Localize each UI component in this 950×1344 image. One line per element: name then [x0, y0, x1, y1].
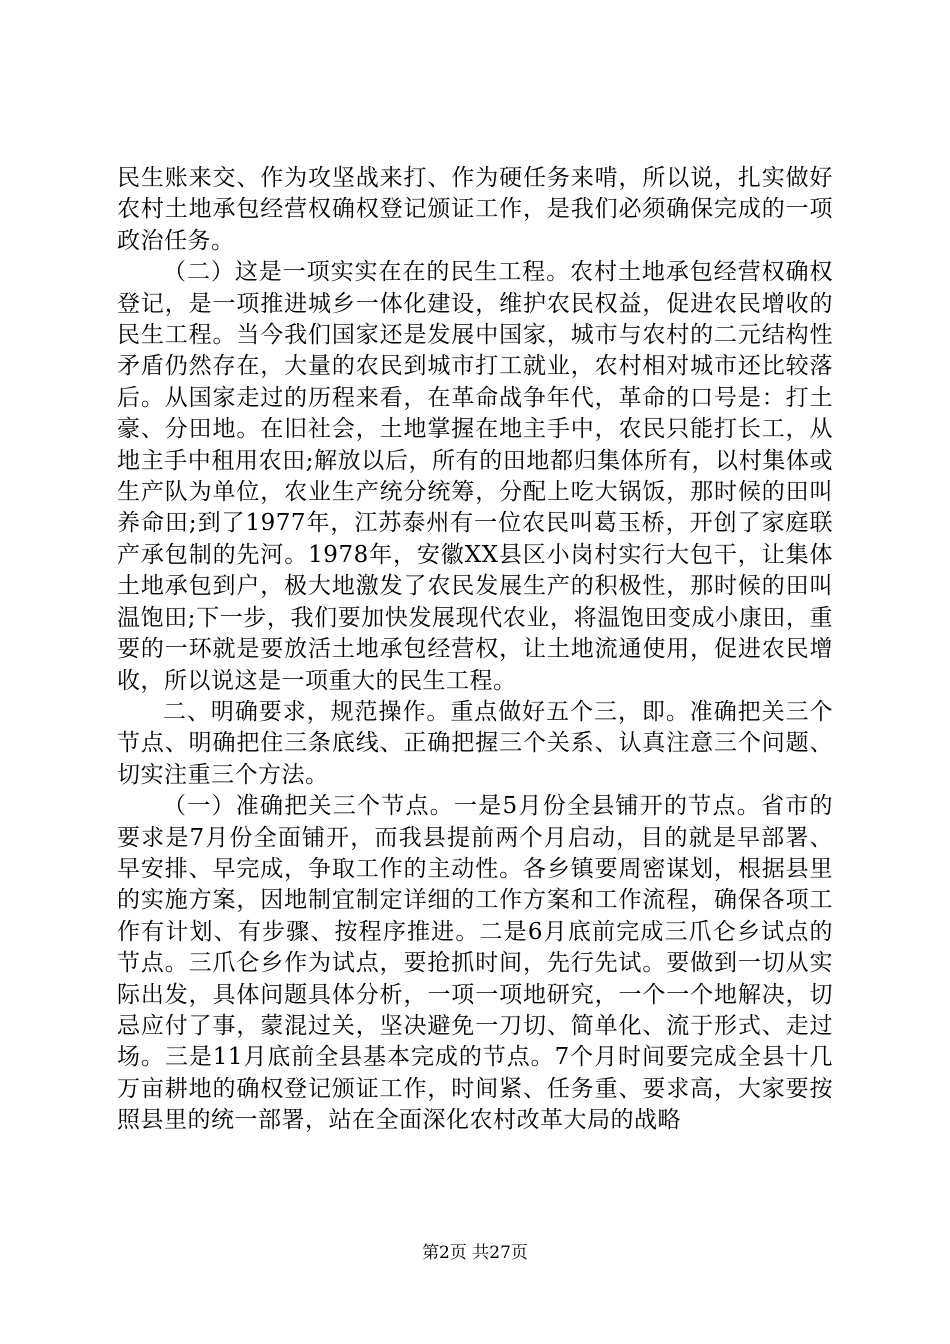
paragraph-3: 二、明确要求，规范操作。重点做好五个三，即。准确把关三个节点、明确把住三条底线、正确把握三个关系、认真注意三个问题、切实注重三个方法。 [117, 698, 833, 788]
paragraph-2: （二）这是一项实实在在的民生工程。农村土地承包经营权确权登记，是一项推进城乡一体化建设，维护农民权益，促进农民增收的民生工程。当今我们国家还是发展中国家，城市与农村的二元结构性矛盾仍然存在，大量的农民到城市打工就业，农村相对城市还比较落后。从国家走过的历程来看，在革命战争年代，革命的口号是：打土豪、分田地。在旧社会，土地掌握在地主手中，农民只能打长工，从地主手中租用农田;解放以后，所有的田地都归集体所有，以村集体或生产队为单位，农业生产统分统筹，分配上吃大锅饭，那时候的田叫养命田;到了1977年，江苏泰州有一位农民叫葛玉桥，开创了家庭联产承包制的先河。1978年，安徽XX县区小岗村实行大包干，让集体土地承包到户，极大地激发了农民发展生产的积极性，那时候的田叫温饱田;下一步，我们要加快发展现代农业，将温饱田变成小康田，重要的一环就是要放活土地承包经营权，让土地流通使用，促进农民增收，所以说这是一项重大的民生工程。 [117, 259, 833, 694]
paragraph-4: （一）准确把关三个节点。一是5月份全县铺开的节点。省市的要求是7月份全面铺开，而我县提前两个月启动，目的就是早部署、早安排、早完成，争取工作的主动性。各乡镇要周密谋划，根据县里的实施方案，因地制宜制定详细的工作方案和工作流程，确保各项工作有计划、有步骤、按程序推进。二是6月底前完成三爪仑乡试点的节点。三爪仑乡作为试点，要抢抓时间，先行先试。要做到一切从实际出发，具体问题具体分析，一项一项地研究，一个一个地解决，切忌应付了事，蒙混过关，坚决避免一刀切、简单化、流于形式、走过场。三是11月底前全县基本完成的节点。7个月时间要完成全县十几万亩耕地的确权登记颁证工作，时间紧、任务重、要求高，大家要按照县里的统一部署，站在全面深化农村改革大局的战略 [117, 793, 833, 1134]
page-footer: 第2页 共27页 [422, 1243, 528, 1263]
paragraph-1: 民生账来交、作为攻坚战来打、作为硬任务来啃，所以说，扎实做好农村土地承包经营权确权登记颁证工作，是我们必须确保完成的一项政治任务。 [117, 165, 833, 254]
document-body [117, 163, 833, 1137]
